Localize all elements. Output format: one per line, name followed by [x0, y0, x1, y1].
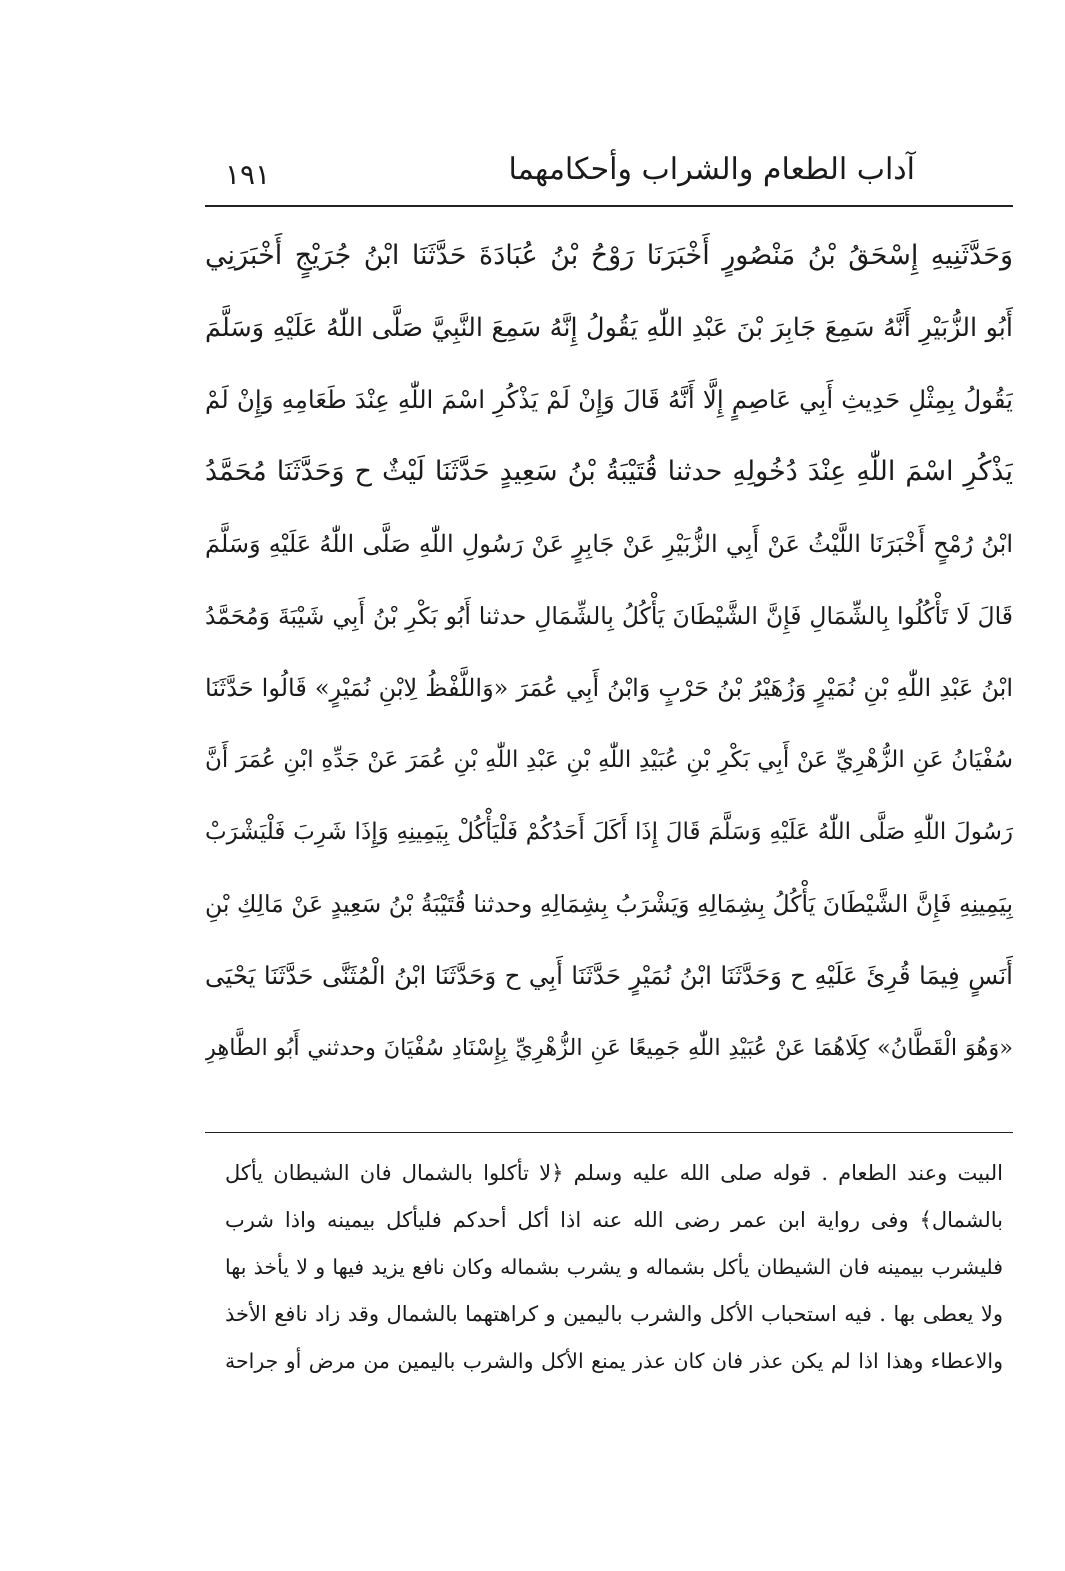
footnote-line: والاعطاء وهذا اذا لم يكن عذر فان كان عذر يمنع الأكل والشرب باليمين من مرض أو جراحة [225, 1349, 1003, 1373]
footnote-line: بالشمال﴾ وفى رواية ابن عمر رضى الله عنه اذا أكل أحدكم فليأكل بيمينه واذا شرب [225, 1208, 1003, 1232]
text-line: أَنَسٍ فِيمَا قُرِئَ عَلَيْهِ ح وَحَدَّثَنَا ابْنُ نُمَيْرٍ حَدَّثَنَا أَبِي ح وَحَدَّثَنَا ابْنُ الْمُثَنَّى حَدَّثَنَا يَحْيَى [205, 961, 1013, 990]
text-line: أَبُو الزُّبَيْرِ أَنَّهُ سَمِعَ جَابِرَ بْنَ عَبْدِ اللّٰهِ يَقُولُ إِنَّهُ سَمِعَ النَّبِيَّ صَلَّى اللّٰهُ عَلَيْهِ وَسَلَّمَ [205, 313, 1013, 343]
text-line: يَذْكُرِ اسْمَ اللّٰهِ عِنْدَ دُخُولِهِ حدثنا قُتَيْبَةُ بْنُ سَعِيدٍ حَدَّثَنَا لَيْثٌ ح وَحَدَّثَنَا مُحَمَّدُ [205, 456, 1013, 487]
text-line: ابْنُ رُمْحٍ أَخْبَرَنَا اللَّيْثُ عَنْ أَبِي الزُّبَيْرِ عَنْ جَابِرٍ عَنْ رَسُولِ اللّٰهِ صَلَّى اللّٰهُ عَلَيْهِ وَسَلَّمَ [205, 530, 1013, 558]
text-line: سُفْيَانُ عَنِ الزُّهْرِيِّ عَنْ أَبِي بَكْرِ بْنِ عُبَيْدِ اللّٰهِ بْنِ عَبْدِ اللّٰهِ بْنِ عُمَرَ عَنْ جَدِّهِ ابْنِ عُمَرَ أَنَّ [205, 747, 1013, 773]
hadith-text-block [205, 220, 1013, 1084]
footnote-line: فليشرب بيمينه فان الشيطان يأكل بشماله و يشرب بشماله وكان نافع يزيد فيها و لا يأخذ بها [225, 1255, 1003, 1279]
text-line: ابْنُ عَبْدِ اللّٰهِ بْنِ نُمَيْرٍ وَزُهَيْرُ بْنُ حَرْبٍ وَابْنُ أَبِي عُمَرَ «وَاللَّفْظُ لِابْنِ نُمَيْرٍ» قَالُوا حَدَّثَنَا [205, 674, 1013, 702]
text-line: «وَهُوَ الْقَطَّانُ» كِلَاهُمَا عَنْ عُبَيْدِ اللّٰهِ جَمِيعًا عَنِ الزُّهْرِيِّ بِإِسْنَادِ سُفْيَانَ وحدثني أَبُو الطَّاهِرِ [205, 1035, 1013, 1061]
footnote-line: البيت وعند الطعام . قوله صلى الله عليه وسلم ﴿لا تأكلوا بالشمال فان الشيطان يأكل [225, 1161, 1003, 1185]
text-line: رَسُولَ اللّٰهِ صَلَّى اللّٰهُ عَلَيْهِ وَسَلَّمَ قَالَ إِذَا أَكَلَ أَحَدُكُمْ فَلْيَأْكُلْ بِيَمِينِهِ وَإِذَا شَرِبَ فَلْيَشْرَبْ [205, 819, 1013, 845]
text-line: وَحَدَّثَنِيهِ إِسْحَقُ بْنُ مَنْصُورٍ أَخْبَرَنَا رَوْحُ بْنُ عُبَادَةَ حَدَّثَنَا ابْنُ جُرَيْجٍ أَخْبَرَنِي [205, 240, 1013, 271]
running-title: آداب الطعام والشراب وأحكامهما [508, 152, 915, 187]
text-line: بِيَمِينِهِ فَإِنَّ الشَّيْطَانَ يَأْكُلُ بِشِمَالِهِ وَيَشْرَبُ بِشِمَالِهِ وحدثنا قُتَيْبَةُ بْنُ سَعِيدٍ عَنْ مَالِكِ بْنِ [205, 890, 1013, 918]
header-rule [205, 205, 1013, 207]
footnote-line: ولا يعطى بها . فيه استحباب الأكل والشرب باليمين و كراهتهما بالشمال وقد زاد نافع الأخذ [225, 1302, 1003, 1326]
text-line: يَقُولُ بِمِثْلِ حَدِيثِ أَبِي عَاصِمٍ إِلَّا أَنَّهُ قَالَ وَإِنْ لَمْ يَذْكُرِ اسْمَ اللّٰهِ عِنْدَ طَعَامِهِ وَإِنْ لَمْ [205, 385, 1013, 414]
page-number: ١٩١ [225, 158, 271, 191]
footnote-rule [205, 1132, 1013, 1133]
commentary-footnotes [225, 1150, 1003, 1385]
page-header [205, 148, 1015, 198]
text-line: قَالَ لَا تَأْكُلُوا بِالشِّمَالِ فَإِنَّ الشَّيْطَانَ يَأْكُلُ بِالشِّمَالِ حدثنا أَبُو بَكْرِ بْنُ أَبِي شَيْبَةَ وَمُحَمَّدُ [205, 602, 1013, 630]
